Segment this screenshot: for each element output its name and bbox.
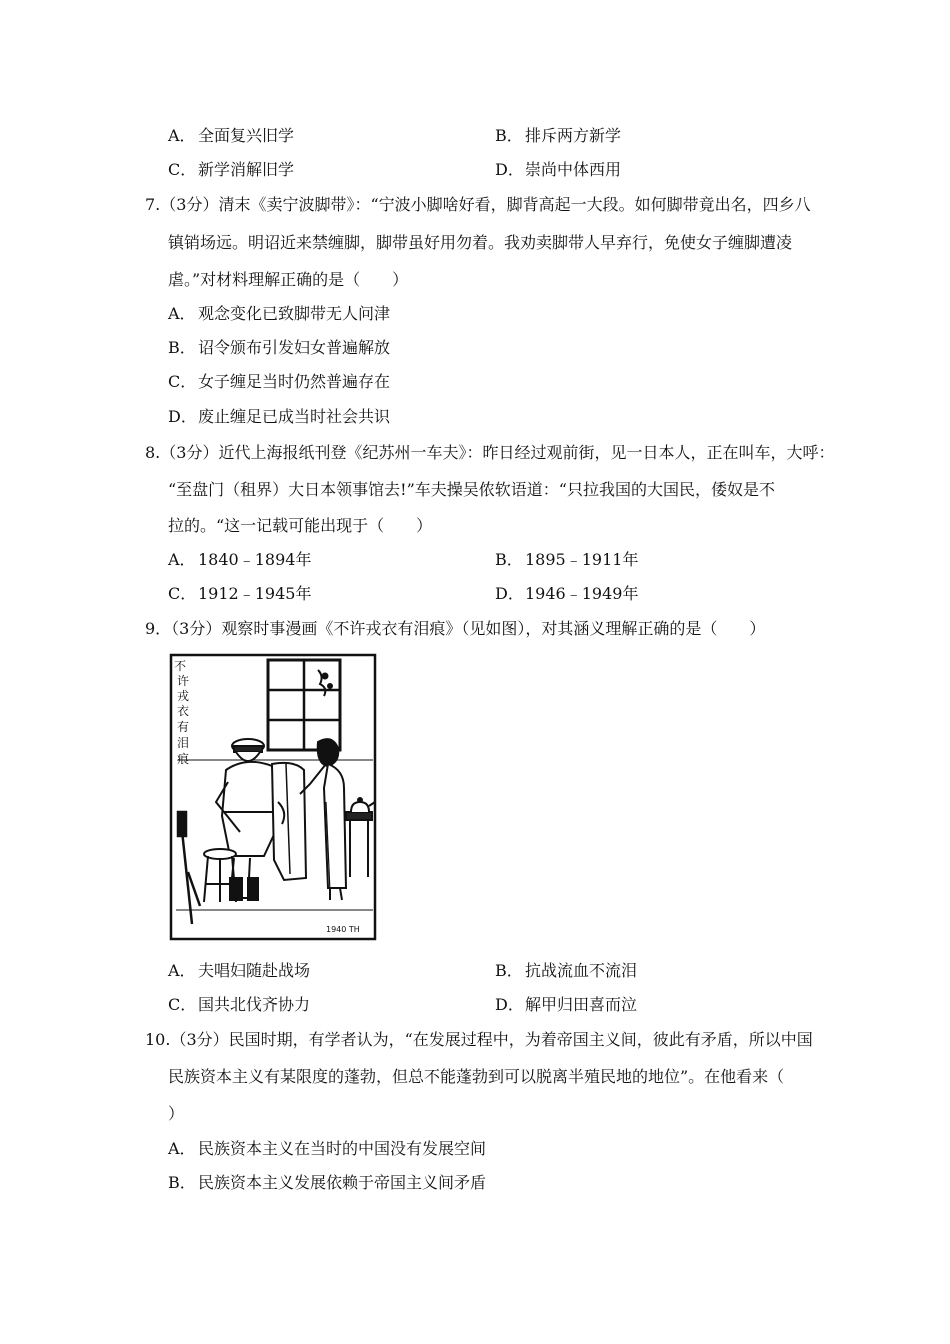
option-label: C． (168, 584, 197, 603)
option-label: A． (168, 961, 196, 980)
q6-option-d[interactable] (495, 160, 621, 180)
q8-stem-line-3: 拉的。“这一记载可能出现于（ ） (168, 516, 433, 535)
option-label: A． (168, 1139, 196, 1158)
q7-option-d[interactable] (168, 407, 390, 427)
q8-stem-line-2: “至盘门（租界）大日本领事馆去!”车夫操吴侬软语道：“只拉我国的大国民，倭奴是不 (168, 480, 775, 499)
q7-stem-line-2: 镇销场远。明诏近来禁缠脚，脚带虽好用勿着。我劝卖脚带人早弃行，免使女子缠脚遭凌 (168, 233, 793, 252)
option-label: D． (495, 584, 524, 603)
q9-stem-line-1: 9．（3分）观察时事漫画《不许戎衣有泪痕》（见如图），对其涵义理解正确的是（ ） (145, 619, 766, 638)
option-text: 废止缠足已成当时社会共识 (198, 407, 391, 426)
q7-stem-line-1: 7.（3分）清末《卖宁波脚带》：“宁波小脚啥好看，脚背高起一大段。如何脚带竟出名，四乡八 (145, 195, 811, 214)
q7-option-a[interactable] (168, 304, 390, 324)
cartoon-title (174, 659, 189, 766)
option-text: 崇尚中体西用 (525, 160, 622, 179)
q10-stem-line-1: 10.（3分）民国时期，有学者认为，“在发展过程中，为着帝国主义间，彼此有矛盾，所以中国 (145, 1030, 813, 1049)
q8-option-c[interactable] (168, 584, 311, 604)
option-text: 解甲归田喜而泣 (525, 995, 638, 1014)
q6-option-c[interactable] (168, 160, 294, 180)
cartoon-robe (272, 763, 306, 880)
cartoon-signature: 1940 TH (326, 925, 360, 934)
option-text: 民族资本主义发展依赖于帝国主义间矛盾 (198, 1173, 487, 1192)
option-text: 1912﹣1945年 (198, 584, 312, 603)
option-label: B． (495, 126, 523, 145)
option-label: C． (168, 160, 197, 179)
q8-option-d[interactable] (495, 584, 638, 604)
cartoon-title-char: 衣 (177, 704, 190, 718)
cartoon-title-char: 许 (177, 674, 190, 688)
cartoon-title-char: 痕 (177, 752, 190, 766)
option-label: C． (168, 372, 197, 391)
option-text: 观念变化已致脚带无人问津 (198, 304, 391, 323)
option-label: C． (168, 995, 197, 1014)
q9-option-b[interactable] (495, 961, 637, 981)
option-label: B． (495, 550, 523, 569)
q8-option-b[interactable] (495, 550, 638, 570)
q10-option-a[interactable] (168, 1139, 486, 1159)
cartoon-title-char: 有 (177, 720, 190, 734)
q7-option-b[interactable] (168, 338, 390, 358)
option-text: 夫唱妇随赴战场 (198, 961, 311, 980)
cartoon-title-char: 戎 (177, 689, 190, 703)
option-text: 诏令颁布引发妇女普遍解放 (198, 338, 391, 357)
q10-stem-line-3: ） (168, 1104, 185, 1123)
cartoon-title-char: 泪 (177, 736, 190, 750)
option-label: D． (168, 407, 197, 426)
option-text: 1946﹣1949年 (525, 584, 639, 603)
q6-option-a[interactable] (168, 126, 294, 146)
option-label: B． (168, 1173, 196, 1192)
option-label: B． (168, 338, 196, 357)
option-text: 抗战流血不流泪 (525, 961, 638, 980)
option-text: 1895﹣1911年 (525, 550, 639, 569)
cartoon-illustration (168, 652, 378, 942)
option-label: D． (495, 160, 524, 179)
q7-stem-line-3: 虐。”对材料理解正确的是（ ） (168, 270, 409, 289)
q10-stem-line-2: 民族资本主义有某限度的蓬勃，但总不能蓬勃到可以脱离半殖民地的地位”。在他看来（ (168, 1067, 785, 1086)
option-label: A． (168, 126, 196, 145)
option-label: A． (168, 304, 196, 323)
option-text: 全面复兴旧学 (198, 126, 295, 145)
cartoon-title-char: 不 (174, 659, 187, 673)
q9-option-d[interactable] (495, 995, 637, 1015)
option-text: 排斥两方新学 (525, 126, 622, 145)
q8-stem-line-1: 8.（3分）近代上海报纸刊登《纪苏州一车夫》：昨日经过观前街，见一日本人，正在叫车，大呼： (145, 443, 835, 462)
option-text: 国共北伐齐协力 (198, 995, 311, 1014)
q9-option-c[interactable] (168, 995, 310, 1015)
q8-option-a[interactable] (168, 550, 311, 570)
option-text: 新学消解旧学 (198, 160, 295, 179)
option-text: 民族资本主义在当时的中国没有发展空间 (198, 1139, 487, 1158)
q9-option-a[interactable] (168, 961, 310, 981)
option-label: D． (495, 995, 524, 1014)
q6-option-b[interactable] (495, 126, 621, 146)
option-text: 1840﹣1894年 (198, 550, 312, 569)
cartoon-svg (168, 652, 378, 942)
option-label: B． (495, 961, 523, 980)
q7-option-c[interactable] (168, 372, 390, 392)
option-label: A． (168, 550, 196, 569)
q10-option-b[interactable] (168, 1173, 486, 1193)
option-text: 女子缠足当时仍然普遍存在 (198, 372, 391, 391)
